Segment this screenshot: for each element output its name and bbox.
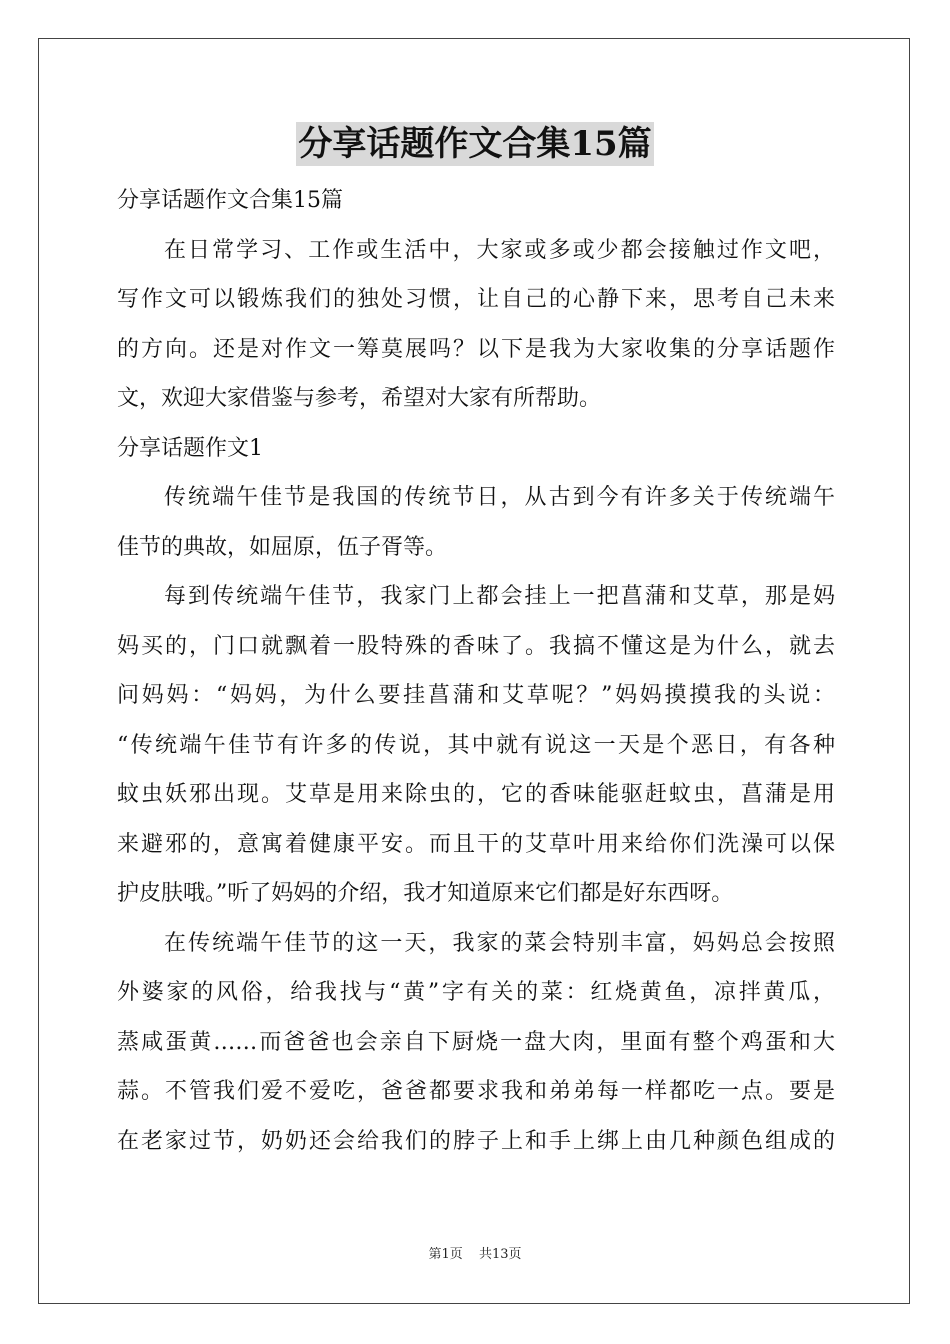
paragraph-line: 传统端午佳节是我国的传统节日，从古到今有许多关于传统端午 — [164, 485, 835, 510]
title-container — [0, 122, 950, 166]
page-number: 第1页 — [428, 1247, 463, 1262]
paragraph-line: 蒜。不管我们爱不爱吃，爸爸都要求我和弟弟每一样都吃一点。要是 — [117, 1079, 835, 1104]
paragraph-line: 问妈妈：“妈妈，为什么要挂菖蒲和艾草呢？”妈妈摸摸我的头说： — [117, 683, 835, 708]
paragraph-line: 在老家过节，奶奶还会给我们的脖子上和手上绑上由几种颜色组成的 — [117, 1128, 835, 1154]
page-footer — [0, 1246, 950, 1264]
document-title: 分享话题作文合集15篇 — [298, 124, 652, 164]
paragraph-line: 佳节的典故，如屈原，伍子胥等。 — [117, 534, 448, 560]
paragraph-line: “传统端午佳节有许多的传说，其中就有说这一天是个恶日，有各种 — [117, 732, 835, 758]
page-total: 共13页 — [478, 1247, 522, 1262]
document-body — [117, 176, 835, 1166]
section-heading: 分享话题作文合集15篇 — [117, 188, 343, 213]
section-heading: 分享话题作文1 — [117, 435, 263, 461]
paragraph-line: 护皮肤哦。”听了妈妈的介绍，我才知道原来它们都是好东西呀。 — [117, 881, 734, 906]
paragraph-line: 的方向。还是对作文一筹莫展吗？以下是我为大家收集的分享话题作 — [117, 336, 835, 362]
paragraph-line: 蚊虫妖邪出现。艾草是用来除虫的，它的香味能驱赶蚊虫，菖蒲是用 — [117, 782, 835, 807]
paragraph-line: 在日常学习、工作或生活中，大家或多或少都会接触过作文吧， — [164, 237, 835, 263]
paragraph-line: 每到传统端午佳节，我家门上都会挂上一把菖蒲和艾草，那是妈 — [164, 584, 835, 609]
paragraph-line: 来避邪的，意寓着健康平安。而且干的艾草叶用来给你们洗澡可以保 — [117, 831, 835, 857]
paragraph-line: 写作文可以锻炼我们的独处习惯，让自己的心静下来，思考自己未来 — [117, 287, 835, 312]
paragraph-line: 外婆家的风俗，给我找与“黄”字有关的菜：红烧黄鱼，凉拌黄瓜， — [117, 980, 835, 1005]
paragraph-line: 在传统端午佳节的这一天，我家的菜会特别丰富，妈妈总会按照 — [164, 930, 835, 956]
paragraph-line: 妈买的，门口就飘着一股特殊的香味了。我搞不懂这是为什么，就去 — [117, 633, 835, 659]
paragraph-line: 蒸咸蛋黄……而爸爸也会亲自下厨烧一盘大肉，里面有整个鸡蛋和大 — [117, 1029, 835, 1055]
paragraph-line: 文，欢迎大家借鉴与参考，希望对大家有所帮助。 — [117, 386, 602, 411]
